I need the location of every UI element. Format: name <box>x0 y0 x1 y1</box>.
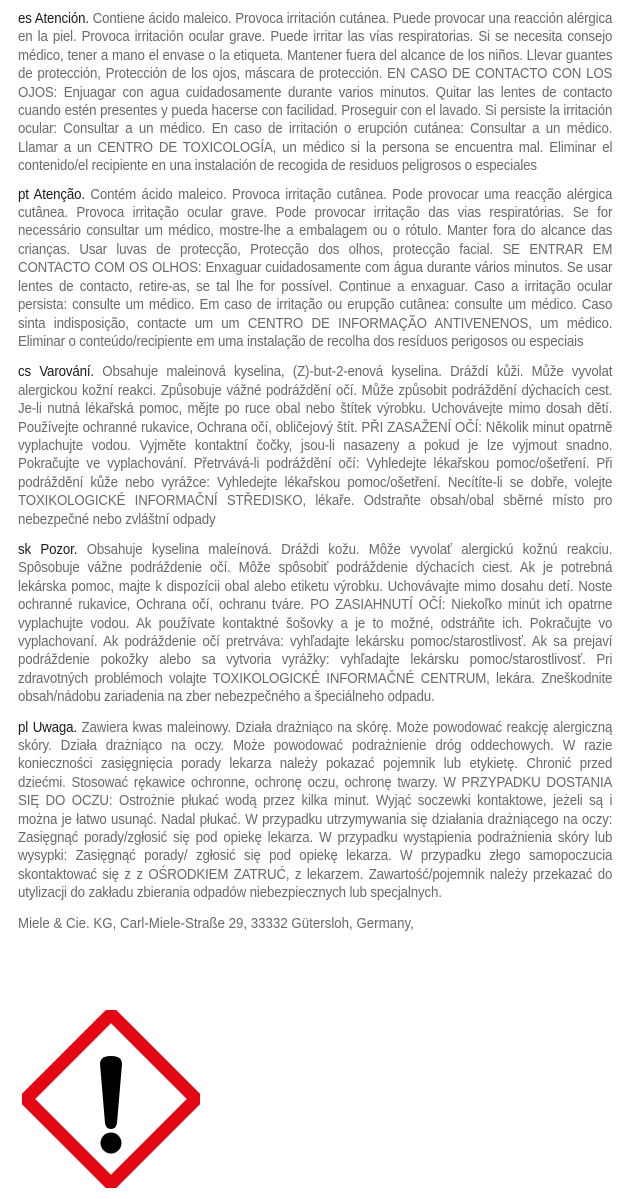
signal-word: Atenção. <box>33 186 85 203</box>
lang-code: pl <box>18 719 29 736</box>
section-text: Obsahuje kyselina maleínová. Dráždi kožu. Môže vyvolať alergickú kožnú reakciu. Spôsobuje vážne podráždenie očí. Môže spôsobiť podráždenie dýchacích ciest. Ak je potrebná lekárska pomoc, majte k dispozícii obal alebo etiketu výrobku. Uchovávajte mimo dosahu detí. Noste ochranné rukavice, Ochrana očí, ochranu tváre. PO ZASIAHNUTÍ OČÍ: Niekoľko minút ich opatrne vyplachujte vodou. Ak používate kontaktné šošovky a je to možné, odstráňte ich. Pokračujte vo vyplachovaní. Ak podráždenie očí pretrváva: vyhľadajte lekársku pomoc/starostlivosť. Ak sa prejaví podráždenie pokožky alebo sa vytvoria vyrážky: vyhľadajte lekársku pomoc/starostlivosť. Pri zdravotných problémoch volajte TOXIKOLOGICKÉ INFORMAČNÉ CENTRUM, lekára. Zneškodnite obsah/nádobu zariadenia na zber nebezpečného a špeciálneho odpadu. <box>18 541 613 706</box>
exclamation-dot <box>101 1133 122 1154</box>
section-text: Contiene ácido maleico. Provoca irritación cutánea. Puede provocar una reacción alérgica en la piel. Provoca irritación ocular grave. Puede irritar las vías respiratorias. Si se necesita consejo médico, tener a mano el envase o la etiqueta. Mantener fuera del alcance de los niños. Llevar guantes de protección, Protección de los ojos, máscara de protección. EN CASO DE CONTACTO CON LOS OJOS: Enjuagar con agua cuidadosamente durante varios minutos. Quitar las lentes de contacto cuando estén presentes y pueda hacerse con facilidad. Proseguir con el lavado. Si persiste la irritación ocular: Consultar a un médico. En caso de irritación o erupción cutánea: Consultar a un médico. Llamar a un CENTRO DE TOXICOLOGÍA, un médico si la persona se encuentra mal. Eliminar el contenido/el recipiente en una instalación de recogida de residuos peligrosos o especiales <box>18 11 613 175</box>
section-text: Zawiera kwas maleinowy. Działa drażniąco na skórę. Może powodować reakcję alergiczną skóry. Działa drażniąco na oczy. Może powodować podrażnienie dróg oddechowych. W razie konieczności zasięgnięcia porady lekarza należy pokazać pojemnik lub etykietę. Chronić przed dziećmi. Stosować rękawice ochronne, ochronę oczu, ochronę twarzy. W PRZYPADKU DOSTANIA SIĘ DO OCZU: Ostrożnie płukać wodą przez kilka minut. Wyjąć soczewki kontaktowe, jeżeli są i można je łatwo usunąć. Nadal płukać. W przypadku utrzymywania się działania drażniącego na oczy: Zasięgnąć porady/zgłosić się pod opiekę lekarza. W przypadku wystąpienia podrażnienia skóry lub wysypki: Zasięgnąć porady/ zgłosić się pod opiekę lekarza. W przypadku złego samopoczucia skontaktować się z z OŚRODKIEM ZATRUĆ, z lekarzem. Zawartość/pojemnik należy przekazać do utylizacji do zakładu zbierania odpadów niebezpiecznych lub specjalnych. <box>18 719 613 902</box>
section-text: Contém ácido maleico. Provoca irritação cutânea. Pode provocar uma reacção alérgica cutânea. Provoca irritação ocular grave. Pode provocar irritação das vias respiratórias. Se for necessário consultar um médico, mostre-lhe a embalagem ou o rótulo. Manter fora do alcance das crianças. Usar luvas de protecção, Protecção dos olhos, protecção facial. SE ENTRAR EM CONTACTO COM OS OLHOS: Enxaguar cuidadosamente com água durante vários minutos. Se usar lentes de contacto, retire-as, se tal lhe for possível. Continue a enxaguar. Caso a irritação ocular persista: consulte um médico. Em caso de irritação ou erupção cutânea: consulte um médico. Caso sinta indisposição, contacte um um CENTRO DE INFORMAÇÃO ANTIVENENOS, um médico. Eliminar o conteúdo/recipiente em uma instalação de recolha dos resíduos perigosos ou especiais <box>18 186 613 350</box>
signal-word: Atención. <box>34 11 89 27</box>
signal-word: Uwaga. <box>32 719 77 736</box>
lang-code: pt <box>18 186 29 203</box>
section-sk <box>18 541 612 707</box>
lang-code: cs <box>18 364 32 381</box>
section-cs <box>18 363 612 529</box>
section-es <box>18 10 612 176</box>
signal-word: Varování. <box>39 364 94 381</box>
section-text: Obsahuje maleinová kyselina, (Z)-but-2-enová kyselina. Dráždí kůži. Může vyvolat alergickou kožní reakci. Způsobuje vážné podráždění očí. Může způsobit podráždění dýchacích cest. Je-li nutná lékařská pomoc, mějte po ruce obal nebo štítek výrobku. Uchovávejte mimo dosah dětí. Používejte ochranné rukavice, Ochrana očí, obličejový štít. PŘI ZASAŽENÍ OČÍ: Několik minut opatrně vyplachujte vodou. Vyjměte kontaktní čočky, jsou-li nasazeny a pokud je lze vyjmout snadno. Pokračujte ve vyplachování. Přetrvává-li podráždění očí: Vyhledejte lékařskou pomoc/ošetření. Při podráždění kůže nebo vyrážce: Vyhledejte lékařskou pomoc/ošetření. Necítíte-li se dobře, volejte TOXIKOLOGICKÉ INFORMAČNÍ STŘEDISKO, lékaře. Odstraňte obsah/obal sběrné místo pro nebezpečné nebo zvláštní odpady <box>18 364 613 528</box>
warning-label <box>18 10 612 933</box>
signal-word: Pozor. <box>40 541 78 558</box>
lang-code: sk <box>18 541 32 558</box>
section-pt <box>18 186 612 352</box>
manufacturer-address: Miele & Cie. KG, Carl-Miele-Straße 29, 33332 Gütersloh, Germany, <box>18 915 414 932</box>
section-pl <box>18 719 612 903</box>
lang-code: es <box>18 11 32 27</box>
exclamation-mark-hazard-icon <box>22 1010 200 1188</box>
